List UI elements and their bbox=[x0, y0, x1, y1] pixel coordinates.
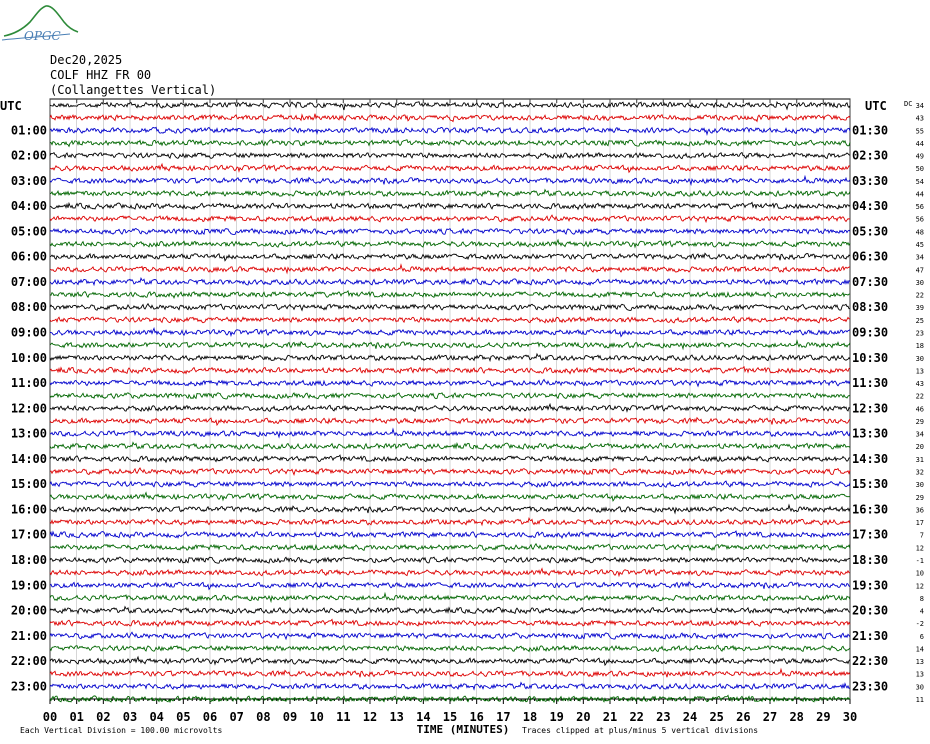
hour-label-left: 10:00 bbox=[10, 350, 47, 365]
x-tick-label: 25 bbox=[709, 710, 724, 724]
hour-label-left: 19:00 bbox=[10, 578, 47, 593]
hour-label-right: 03:30 bbox=[852, 173, 889, 188]
x-tick-label: 01 bbox=[69, 710, 84, 724]
x-tick-label: 30 bbox=[842, 710, 858, 724]
dc-offset: 31 bbox=[915, 455, 924, 464]
dc-offset: 12 bbox=[915, 544, 924, 553]
hour-label-right: 20:30 bbox=[852, 603, 889, 618]
hour-label-left: 17:00 bbox=[10, 527, 47, 542]
dc-offset: 13 bbox=[915, 658, 924, 667]
x-tick-label: 02 bbox=[96, 710, 111, 724]
dc-offset: 47 bbox=[915, 266, 924, 275]
dc-offset: 34 bbox=[915, 102, 924, 110]
x-tick-label: 28 bbox=[789, 710, 804, 724]
dc-offset: 18 bbox=[915, 342, 924, 351]
x-tick-label: 29 bbox=[816, 710, 831, 724]
dc-offset: 14 bbox=[915, 645, 924, 654]
hour-label-right: 23:30 bbox=[852, 679, 889, 694]
dc-offset: 39 bbox=[915, 304, 924, 313]
hour-label-right: 07:30 bbox=[852, 274, 889, 289]
hour-label-left: 03:00 bbox=[10, 173, 47, 188]
logo-text: OPGC bbox=[24, 29, 61, 43]
hour-label-left: 11:00 bbox=[10, 376, 47, 391]
hour-label-right: 05:30 bbox=[852, 224, 889, 239]
hour-label-right: 13:30 bbox=[852, 426, 889, 441]
dc-offset: 44 bbox=[915, 139, 924, 148]
x-axis-title: TIME (MINUTES) bbox=[416, 723, 510, 736]
dc-offset: 56 bbox=[915, 215, 924, 224]
dc-offset: 34 bbox=[915, 253, 924, 262]
hour-label-right: 15:30 bbox=[852, 477, 889, 492]
x-tick-label: 15 bbox=[442, 710, 458, 724]
dc-offset: 56 bbox=[915, 203, 924, 212]
dc-offset: 48 bbox=[915, 228, 924, 237]
hour-label-right: 12:30 bbox=[852, 401, 889, 416]
hour-label-left: 23:00 bbox=[10, 679, 47, 694]
hour-label-left: 15:00 bbox=[10, 477, 47, 492]
hour-label-left: 08:00 bbox=[10, 300, 47, 315]
hour-label-left: 02:00 bbox=[10, 148, 47, 163]
hour-label-left: 14:00 bbox=[10, 451, 47, 466]
x-tick-label: 11 bbox=[336, 710, 351, 724]
hour-label-right: 14:30 bbox=[852, 451, 889, 466]
hour-label-right: 04:30 bbox=[852, 199, 889, 214]
hour-label-right: 01:30 bbox=[852, 123, 889, 138]
hour-label-left: 07:00 bbox=[10, 274, 47, 289]
header-date: Dec20,2025 bbox=[50, 53, 123, 67]
x-tick-label: 00 bbox=[42, 710, 58, 724]
dc-offset: 30 bbox=[915, 354, 924, 363]
x-tick-label: 04 bbox=[149, 710, 164, 724]
dc-offset: -2 bbox=[915, 620, 924, 629]
x-tick-label: 26 bbox=[736, 710, 751, 724]
dc-offset: 34 bbox=[915, 430, 924, 439]
dc-offset: 11 bbox=[915, 696, 924, 704]
dc-offset: 45 bbox=[915, 241, 924, 250]
x-tick-label: 12 bbox=[362, 710, 378, 724]
hour-label-left: 18:00 bbox=[10, 552, 47, 567]
hour-label-left: 06:00 bbox=[10, 249, 47, 264]
dc-offset: 23 bbox=[915, 329, 924, 338]
x-tick-label: 18 bbox=[522, 710, 538, 724]
dc-offset: 17 bbox=[915, 519, 924, 528]
dc-offset: 22 bbox=[915, 291, 924, 300]
hour-label-right: 18:30 bbox=[852, 552, 889, 567]
dc-offset: 36 bbox=[915, 506, 924, 515]
dc-offset: 43 bbox=[915, 114, 924, 123]
dc-offset: 12 bbox=[915, 582, 924, 591]
dc-offset: 29 bbox=[915, 493, 924, 502]
hour-label-right: 09:30 bbox=[852, 325, 889, 340]
x-tick-label: 08 bbox=[256, 710, 271, 724]
dc-offset: 55 bbox=[915, 127, 924, 136]
x-tick-label: 10 bbox=[309, 710, 324, 724]
utc-left-label: UTC bbox=[0, 99, 22, 113]
hour-label-right: 17:30 bbox=[852, 527, 889, 542]
x-tick-label: 21 bbox=[602, 710, 618, 724]
dc-offset: 30 bbox=[915, 481, 924, 490]
dc-offset: 13 bbox=[915, 367, 924, 376]
x-tick-label: 07 bbox=[229, 710, 244, 724]
hour-label-left: 01:00 bbox=[10, 123, 47, 138]
dc-offset: 22 bbox=[915, 392, 924, 401]
footer-clip: Traces clipped at plus/minus 5 vertical divisions bbox=[522, 726, 759, 735]
hour-label-left: 13:00 bbox=[10, 426, 47, 441]
x-tick-label: 09 bbox=[282, 710, 298, 724]
hour-label-right: 19:30 bbox=[852, 578, 889, 593]
hour-label-left: 09:00 bbox=[10, 325, 47, 340]
footer-scale: Each Vertical Division = 100.00 microvolts bbox=[20, 726, 223, 735]
utc-right-label: UTC bbox=[865, 99, 887, 113]
hour-label-left: 05:00 bbox=[10, 224, 47, 239]
x-tick-label: 23 bbox=[656, 710, 671, 724]
dc-offset: 32 bbox=[915, 468, 924, 477]
x-tick-label: 24 bbox=[682, 710, 698, 724]
dc-offset: 43 bbox=[915, 380, 924, 389]
dc-offset: 25 bbox=[915, 316, 924, 325]
dc-label: DC bbox=[904, 100, 913, 108]
x-tick-label: 13 bbox=[389, 710, 404, 724]
hour-label-left: 20:00 bbox=[10, 603, 47, 618]
hour-label-left: 04:00 bbox=[10, 199, 47, 214]
x-tick-label: 17 bbox=[496, 710, 511, 724]
hour-label-right: 08:30 bbox=[852, 300, 889, 315]
hour-label-left: 22:00 bbox=[10, 654, 47, 669]
hour-label-right: 10:30 bbox=[852, 350, 889, 365]
x-tick-label: 06 bbox=[202, 710, 218, 724]
hour-label-left: 16:00 bbox=[10, 502, 47, 517]
dc-offset: 7 bbox=[919, 531, 924, 540]
hour-label-right: 16:30 bbox=[852, 502, 889, 517]
dc-offset: -1 bbox=[915, 556, 924, 565]
dc-offset: 4 bbox=[919, 607, 924, 616]
dc-offset: 30 bbox=[915, 278, 924, 287]
dc-offset: 13 bbox=[915, 670, 924, 679]
hour-label-right: 06:30 bbox=[852, 249, 889, 264]
dc-offset: 6 bbox=[919, 632, 924, 641]
x-tick-label: 16 bbox=[469, 710, 484, 724]
header-location: (Collangettes Vertical) bbox=[50, 83, 217, 97]
dc-offset: 30 bbox=[915, 683, 924, 692]
x-tick-label: 19 bbox=[549, 710, 564, 724]
x-tick-label: 22 bbox=[629, 710, 644, 724]
header-station: COLF HHZ FR 00 bbox=[50, 68, 152, 82]
hour-label-right: 21:30 bbox=[852, 628, 889, 643]
hour-label-right: 22:30 bbox=[852, 654, 889, 669]
dc-offset: 54 bbox=[915, 177, 924, 186]
dc-offset: 10 bbox=[915, 569, 924, 578]
hour-label-right: 11:30 bbox=[852, 376, 889, 391]
x-tick-label: 27 bbox=[762, 710, 778, 724]
x-tick-label: 05 bbox=[176, 710, 191, 724]
dc-offset: 8 bbox=[919, 594, 924, 603]
x-tick-label: 03 bbox=[122, 710, 138, 724]
hour-label-left: 21:00 bbox=[10, 628, 47, 643]
hour-label-left: 12:00 bbox=[10, 401, 47, 416]
dc-offset: 44 bbox=[915, 190, 924, 199]
hour-label-right: 02:30 bbox=[852, 148, 889, 163]
dc-offset: 29 bbox=[915, 417, 924, 426]
dc-offset: 20 bbox=[915, 443, 924, 452]
dc-offset: 46 bbox=[915, 405, 924, 414]
x-tick-label: 14 bbox=[416, 710, 431, 724]
x-tick-label: 20 bbox=[576, 710, 591, 724]
dc-offset: 50 bbox=[915, 165, 924, 174]
dc-offset: 49 bbox=[915, 152, 924, 161]
